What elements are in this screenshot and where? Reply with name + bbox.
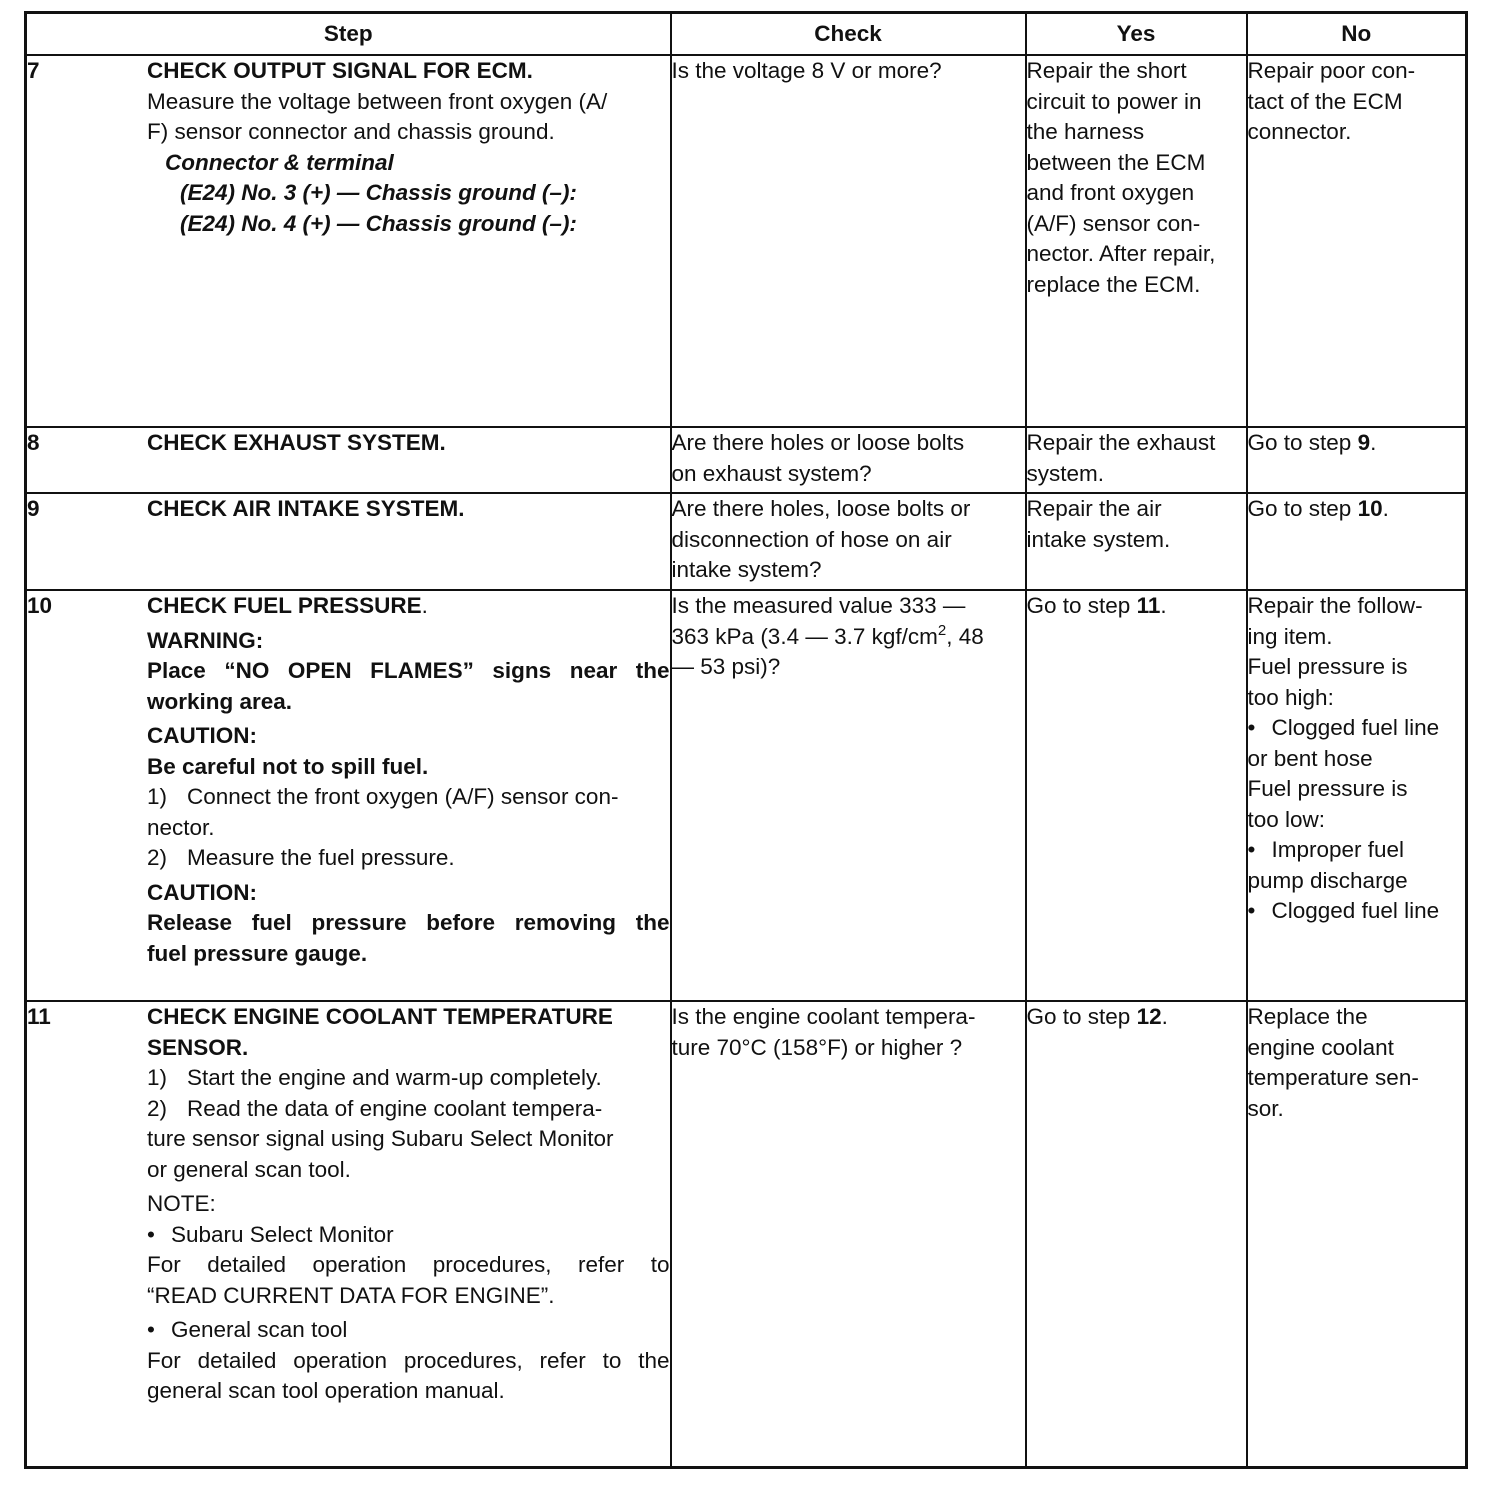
substep-text: Connect the front oxygen (A/F) sensor con- <box>187 784 619 809</box>
check-cell <box>671 427 1026 493</box>
substep-number: 2) <box>147 1095 168 1121</box>
step-reference: 10 <box>1357 496 1383 521</box>
yes-text: system. <box>1026 460 1105 486</box>
no-text: . <box>1382 496 1389 521</box>
yes-text: circuit to power in <box>1026 88 1202 114</box>
no-text: tact of the ECM <box>1247 88 1403 114</box>
step-number: 11 <box>27 1004 51 1029</box>
superscript: 2 <box>937 621 947 639</box>
bullet-icon: • <box>1247 715 1256 740</box>
check-text: — 53 psi)? <box>671 654 781 679</box>
table-row-step-11 <box>26 1001 1467 1467</box>
check-cell <box>671 55 1026 427</box>
check-text: , 48 <box>946 623 984 649</box>
yes-text: intake system. <box>1026 526 1171 552</box>
check-text: Are there holes or loose bolts <box>671 430 965 455</box>
step-cell <box>26 493 671 590</box>
yes-text: and front oxygen <box>1026 180 1195 205</box>
header-no: No <box>1247 13 1467 56</box>
no-text: engine coolant <box>1247 1034 1394 1060</box>
yes-text: . <box>1161 1004 1168 1029</box>
substep-number: 1) <box>147 784 168 809</box>
yes-cell <box>1026 1001 1247 1467</box>
step-title: CHECK ENGINE COOLANT TEMPERATURE <box>147 1004 613 1029</box>
no-text: too high: <box>1247 684 1334 710</box>
note-text: general scan tool operation manual. <box>147 1378 505 1403</box>
check-text: on exhaust system? <box>671 460 872 486</box>
yes-text: between the ECM <box>1026 149 1206 175</box>
substep-text: Read the data of engine coolant tempera- <box>187 1095 603 1121</box>
step-text: F) sensor connector and chassis ground. <box>147 119 555 144</box>
no-text: Fuel pressure is <box>1247 776 1408 801</box>
bullet-icon: • <box>1247 837 1256 862</box>
substep-number: 1) <box>147 1065 168 1090</box>
header-check: Check <box>671 13 1026 56</box>
header-yes: Yes <box>1026 13 1247 56</box>
yes-text: . <box>1160 593 1167 618</box>
check-text: Is the measured value 333 — <box>671 593 966 618</box>
substep-text: or general scan tool. <box>147 1156 351 1182</box>
step-number: 7 <box>27 58 40 83</box>
note-text: For detailed operation procedures, refer to the <box>147 1347 670 1373</box>
no-text: Clogged fuel line <box>1271 715 1440 740</box>
warning-text: Place “NO OPEN FLAMES” signs near the <box>147 658 670 683</box>
check-text: 363 kPa (3.4 — 3.7 kgf/cm <box>671 623 938 649</box>
connector-label: Connector & terminal <box>165 149 394 175</box>
step-reference: 9 <box>1357 430 1371 455</box>
substep-text: Start the engine and warm-up completely. <box>187 1065 602 1090</box>
no-text: or bent hose <box>1247 745 1373 771</box>
step-reference: 11 <box>1136 593 1161 618</box>
check-text: intake system? <box>671 557 822 582</box>
bullet-icon: • <box>1247 898 1256 923</box>
no-text: . <box>1370 430 1377 455</box>
no-text: sor. <box>1247 1095 1284 1121</box>
yes-text: the harness <box>1026 119 1145 144</box>
no-text: Replace the <box>1247 1004 1368 1029</box>
bullet-icon: • <box>147 1221 155 1247</box>
yes-text: Repair the short <box>1026 58 1187 83</box>
step-reference: 12 <box>1136 1004 1162 1029</box>
connector-item: (E24) No. 3 (+) — Chassis ground (–): <box>180 180 577 205</box>
note-item: General scan tool <box>171 1317 348 1342</box>
no-text: Repair the follow- <box>1247 593 1423 618</box>
no-cell <box>1247 493 1467 590</box>
substep-text: ture sensor signal using Subaru Select Monitor <box>147 1126 614 1151</box>
check-text: disconnection of hose on air <box>671 526 952 552</box>
header-step: Step <box>26 13 671 56</box>
check-text: ture 70°C (158°F) or higher ? <box>671 1034 963 1060</box>
diagnostic-table <box>24 11 1468 1469</box>
yes-cell <box>1026 427 1247 493</box>
no-text: temperature sen- <box>1247 1065 1419 1090</box>
header-row <box>26 13 1467 56</box>
no-text: Go to step <box>1247 496 1358 521</box>
yes-text: Repair the air <box>1026 496 1162 521</box>
no-cell <box>1247 427 1467 493</box>
yes-cell <box>1026 55 1247 427</box>
step-title-suffix: . <box>421 593 428 618</box>
yes-cell <box>1026 493 1247 590</box>
check-cell <box>671 493 1026 590</box>
no-text: ing item. <box>1247 623 1333 649</box>
check-text: Is the voltage 8 V or more? <box>671 58 942 83</box>
check-text: Is the engine coolant tempera- <box>671 1004 976 1029</box>
check-text: Are there holes, loose bolts or <box>671 496 971 521</box>
caution-label: CAUTION: <box>147 723 257 748</box>
warning-label: WARNING: <box>147 627 264 653</box>
no-text: Fuel pressure is <box>1247 654 1408 679</box>
no-cell <box>1247 590 1467 1001</box>
yes-text: Go to step <box>1026 593 1137 618</box>
caution-label: CAUTION: <box>147 879 257 905</box>
step-number: 8 <box>27 430 40 455</box>
no-text: Go to step <box>1247 430 1358 455</box>
step-cell <box>26 590 671 1001</box>
connector-item: (E24) No. 4 (+) — Chassis ground (–): <box>180 210 577 236</box>
substep-text: nector. <box>147 814 215 840</box>
no-cell <box>1247 1001 1467 1467</box>
note-text: “READ CURRENT DATA FOR ENGINE”. <box>147 1282 555 1308</box>
step-text: Measure the voltage between front oxygen (A/ <box>147 88 608 114</box>
warning-text: working area. <box>147 688 293 714</box>
step-number: 9 <box>27 496 40 521</box>
caution-text: Release fuel pressure before removing the <box>147 910 670 935</box>
yes-cell <box>1026 590 1247 1001</box>
yes-text: Repair the exhaust <box>1026 430 1216 455</box>
step-title: CHECK EXHAUST SYSTEM. <box>147 430 446 455</box>
table-row-step-7 <box>26 55 1467 427</box>
step-cell <box>26 55 671 427</box>
no-text: Repair poor con- <box>1247 58 1416 83</box>
check-cell <box>671 1001 1026 1467</box>
yes-text: Go to step <box>1026 1004 1137 1029</box>
table-row-step-8 <box>26 427 1467 493</box>
no-text: pump discharge <box>1247 867 1408 893</box>
substep-number: 2) <box>147 845 168 870</box>
step-title: SENSOR. <box>147 1034 249 1060</box>
no-text: Improper fuel <box>1271 837 1405 862</box>
yes-text: replace the ECM. <box>1026 271 1201 297</box>
check-cell <box>671 590 1026 1001</box>
table-row-step-9 <box>26 493 1467 590</box>
yes-text: nector. After repair, <box>1026 241 1216 266</box>
step-number: 10 <box>27 593 53 618</box>
no-cell <box>1247 55 1467 427</box>
note-text: For detailed operation procedures, refer to <box>147 1252 670 1277</box>
substep-text: Measure the fuel pressure. <box>187 845 455 870</box>
step-title: CHECK FUEL PRESSURE <box>147 593 422 618</box>
step-title: CHECK AIR INTAKE SYSTEM. <box>147 496 465 521</box>
no-text: Clogged fuel line <box>1271 898 1440 923</box>
note-item: Subaru Select Monitor <box>171 1221 394 1247</box>
bullet-icon: • <box>147 1317 155 1342</box>
note-label: NOTE: <box>147 1191 216 1216</box>
step-cell <box>26 427 671 493</box>
caution-text: Be careful not to spill fuel. <box>147 753 429 779</box>
step-cell <box>26 1001 671 1467</box>
table-row-step-10 <box>26 590 1467 1001</box>
caution-text: fuel pressure gauge. <box>147 940 368 966</box>
no-text: connector. <box>1247 119 1352 144</box>
yes-text: (A/F) sensor con- <box>1026 210 1201 236</box>
step-title: CHECK OUTPUT SIGNAL FOR ECM. <box>147 58 533 83</box>
no-text: too low: <box>1247 806 1326 832</box>
